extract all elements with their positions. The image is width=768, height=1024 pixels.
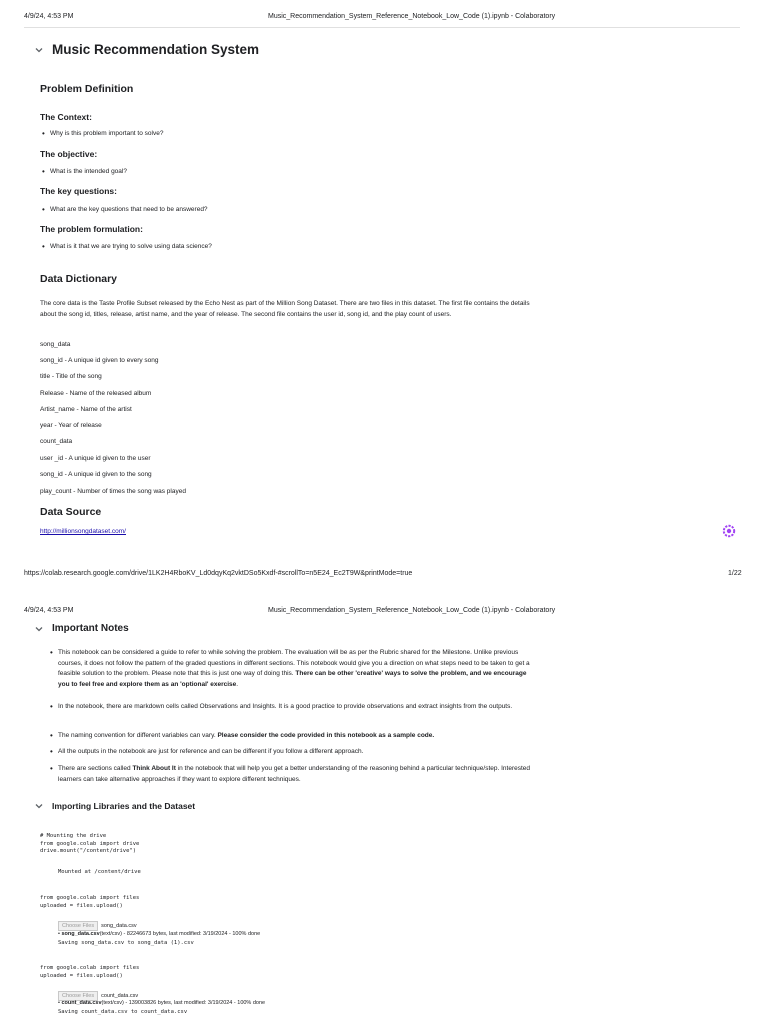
chevron-down-icon[interactable] [34, 801, 44, 811]
note-1-bold: There can be other 'creative' ways to solve the problem, and we encourage you to feel free and explore them as an 'optional' exercise [58, 670, 527, 688]
footer-url: https://colab.research.google.com/drive/1LK2H4RboKV_Ld0dqyKq2vktDSo5Kxdf-#scrollTo=n5E24_Ec2T9W&printMode=true [24, 570, 413, 577]
upload-widget-1 [58, 921, 137, 931]
objective-bullet: • What is the intended goal? [50, 168, 127, 175]
key-questions-bullet: • What are the key questions that need to be answered? [50, 206, 208, 213]
note-1-end: . [236, 680, 239, 688]
note-5 [58, 764, 536, 785]
data-source-link[interactable]: http://millionsongdataset.com/ [40, 528, 126, 535]
chevron-down-icon[interactable] [34, 624, 44, 634]
note-1-text: This notebook can be considered a guide to refer to while solving the problem. The evaluation will be as per the Rubric shared for the Milestone. Unlike previous courses, it does not follow the pattern of the graded questions in different sections. This notebook would give you a direction on what steps need to be taken to get a feasible solution to the problem. Please note that this is just one way of doing this. [58, 649, 530, 677]
dictionary-item: play_count - Number of times the song was played [40, 488, 186, 495]
problem-formulation-label: The problem formulation: [40, 224, 143, 234]
choose-files-button[interactable]: Choose Files [58, 921, 98, 931]
upload-status-2: • count_data.csv(text/csv) - 139003826 bytes, last modified: 3/19/2024 - 100% done [58, 1000, 266, 1006]
upload-file-info: (text/csv) - 82246673 bytes, last modified: 3/19/2024 - 100% done [99, 931, 261, 937]
note-4: • All the outputs in the notebook are just for reference and can be different if you follow a different approach. [58, 747, 536, 758]
dictionary-item: year - Year of release [40, 422, 102, 429]
note-3-text: The naming convention for different variables can vary. [58, 732, 218, 739]
problem-formulation-bullet: • What is it that we are trying to solve using data science? [50, 243, 212, 250]
objective-label: The objective: [40, 149, 98, 159]
dictionary-item: user _id - A unique id given to the user [40, 455, 151, 462]
upload-file-bold: song_data.csv [61, 931, 100, 937]
footer-page: 1/22 [728, 570, 742, 577]
dictionary-item: count_data [40, 438, 73, 445]
dictionary-item: song_id - A unique id given to every song [40, 357, 159, 364]
print-date: 4/9/24, 4:53 PM [24, 13, 74, 20]
gemini-sparkle-icon[interactable] [722, 524, 736, 538]
data-dictionary-text: The core data is the Taste Profile Subset released by the Echo Nest as part of the Million Song Dataset. There are two files in this dataset. The first file contains the details about the song id, titles, release, artist name, and the year of release. The second file contains the user id, song id, and the play count of users. [40, 300, 530, 318]
upload-file-bold: count_data.csv [61, 1000, 102, 1006]
print-header-2 [0, 607, 768, 619]
context-bullet: • Why is this problem important to solve? [50, 130, 163, 137]
print-title: Music_Recommendation_System_Reference_Notebook_Low_Code (1).ipynb - Colaboratory [268, 607, 556, 614]
dictionary-item: title - Title of the song [40, 373, 102, 380]
print-title: Music_Recommendation_System_Reference_Notebook_Low_Code (1).ipynb - Colaboratory [268, 13, 556, 20]
note-1 [58, 648, 536, 690]
chevron-down-icon[interactable] [34, 45, 44, 55]
important-notes-heading: Important Notes [52, 623, 129, 634]
print-date: 4/9/24, 4:53 PM [24, 607, 74, 614]
choose-files-button[interactable]: Choose Files [58, 991, 98, 1001]
note-5-bold: Think About It [132, 765, 176, 772]
code-cell-mount[interactable]: # Mounting the drive from google.colab import drive drive.mount("/content/drive") [40, 833, 140, 854]
dictionary-item: song_data [40, 341, 71, 348]
importing-heading: Importing Libraries and the Dataset [52, 801, 196, 811]
note-2: • In the notebook, there are markdown cells called Observations and Insights. It is a good practice to provide observations and extract insights from the outputs. [58, 702, 536, 713]
section-music-recommendation[interactable] [34, 42, 259, 57]
header-divider [24, 27, 740, 28]
dictionary-item: song_id - A unique id given to the song [40, 471, 152, 478]
data-dictionary-heading: Data Dictionary [40, 273, 118, 285]
upload-status-1: • song_data.csv(text/csv) - 82246673 bytes, last modified: 3/19/2024 - 100% done [58, 931, 261, 937]
note-3-bold: Please consider the code provided in this notebook as a sample code. [217, 732, 435, 739]
note-5-end: in the notebook that will help you get a better understanding of the reasoning behind a particular technique/step. Interested learners can take alternative approaches if they want to explore different techniques. [58, 765, 531, 783]
dictionary-item: Artist_name - Name of the artist [40, 406, 132, 413]
upload-filename: song_data.csv [101, 923, 137, 929]
code-cell-upload-1[interactable]: from google.colab import files uploaded = files.upload() [40, 895, 140, 909]
data-source-heading: Data Source [40, 506, 102, 518]
note-5-start: There are sections called [58, 765, 133, 772]
context-label: The Context: [40, 112, 92, 122]
section-title: Music Recommendation System [52, 42, 260, 57]
upload-saving-2: Saving count_data.csv to count_data.csv [58, 1009, 188, 1015]
code-cell-upload-2[interactable]: from google.colab import files uploaded = files.upload() [40, 965, 140, 979]
upload-filename: count_data.csv [101, 993, 139, 999]
section-important-notes[interactable] [34, 623, 129, 634]
dictionary-item: Release - Name of the released album [40, 390, 152, 397]
section-importing-libraries[interactable] [34, 801, 195, 811]
upload-file-info: (text/csv) - 139003826 bytes, last modified: 3/19/2024 - 100% done [101, 1000, 266, 1006]
key-questions-label: The key questions: [40, 186, 117, 196]
output-mount: Mounted at /content/drive [58, 869, 141, 875]
problem-definition-heading: Problem Definition [40, 83, 134, 95]
note-3 [58, 731, 536, 742]
print-header [0, 13, 768, 25]
upload-saving-1: Saving song_data.csv to song_data (1).csv [58, 940, 194, 946]
